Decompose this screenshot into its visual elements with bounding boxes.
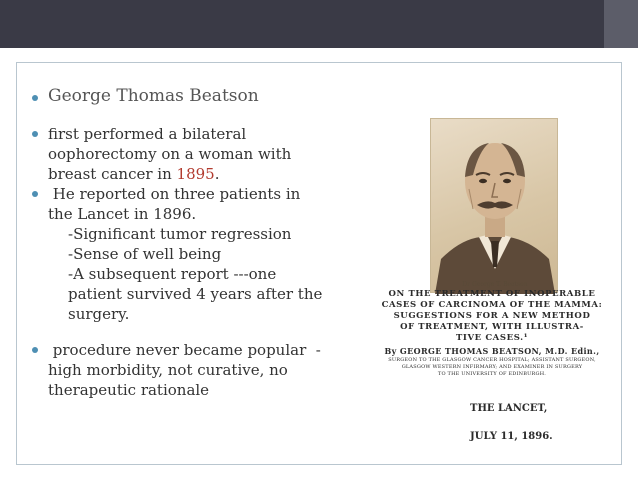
article-header xyxy=(352,289,632,377)
bullet-item xyxy=(24,124,324,184)
bullet-text: breast cancer in xyxy=(48,165,177,183)
spacer xyxy=(24,324,324,340)
article-title-line: SUGGESTIONS FOR A NEW METHOD xyxy=(393,311,591,321)
bullet-text: . xyxy=(214,165,220,183)
lancet-title: THE LANCET, xyxy=(470,403,548,414)
bullet-item xyxy=(24,184,324,224)
highlight-year: 1895 xyxy=(176,165,215,183)
beatson-portrait xyxy=(430,118,558,293)
bullet-line xyxy=(48,164,324,184)
bullet-dot-icon xyxy=(32,347,38,353)
article-affiliation: SURGEON TO THE GLASGOW CANCER HOSPITAL; ASSISTANT SURGEON, xyxy=(388,357,596,363)
sub-item: patient survived 4 years after the xyxy=(68,285,323,303)
article-title-line: CASES OF CARCINOMA OF THE MAMMA: xyxy=(381,300,603,310)
title-bar xyxy=(0,0,638,48)
article-title-line: ON THE TREATMENT OF INOPERABLE xyxy=(388,289,596,299)
article-affiliation: TO THE UNIVERSITY OF EDINBURGH. xyxy=(437,371,547,377)
sub-item: surgery. xyxy=(68,305,130,323)
article-title-line: OF TREATMENT, WITH ILLUSTRA- xyxy=(400,322,584,332)
sub-item: -Significant tumor regression xyxy=(68,225,292,243)
article-affiliation: GLASGOW WESTERN INFIRMARY; AND EXAMINER IN SURGERY xyxy=(401,364,583,370)
bullet-line: high morbidity, not curative, no xyxy=(48,361,288,379)
article-byline: By GEORGE THOMAS BEATSON, M.D. Edin., xyxy=(384,346,600,356)
sub-item: -A subsequent report ---one xyxy=(68,265,277,283)
bullet-line: procedure never became popular - xyxy=(48,341,321,359)
lancet-date: JULY 11, 1896. xyxy=(470,431,553,442)
bullet-dot-icon xyxy=(32,95,38,101)
bullet-dot-icon xyxy=(32,131,38,137)
portrait-drawing xyxy=(431,119,559,294)
lancet-citation xyxy=(470,395,553,451)
heading-text: George Thomas Beatson xyxy=(48,86,259,106)
bullet-list xyxy=(24,86,324,400)
portrait-caption: Dr George T. Beatson xyxy=(462,281,528,288)
title-bar-accent xyxy=(604,0,638,48)
bullet-line: therapeutic rationale xyxy=(48,381,210,399)
bullet-line: oophorectomy on a woman with xyxy=(48,145,292,163)
bullet-heading xyxy=(24,86,324,106)
bullet-line: the Lancet in 1896. xyxy=(48,205,197,223)
sub-item: -Sense of well being xyxy=(68,245,222,263)
bullet-line: first performed a bilateral xyxy=(48,125,247,143)
bullet-dot-icon xyxy=(32,191,38,197)
article-title-line: TIVE CASES.¹ xyxy=(455,333,529,343)
bullet-item xyxy=(24,340,324,400)
bullet-line: He reported on three patients in xyxy=(48,185,301,203)
